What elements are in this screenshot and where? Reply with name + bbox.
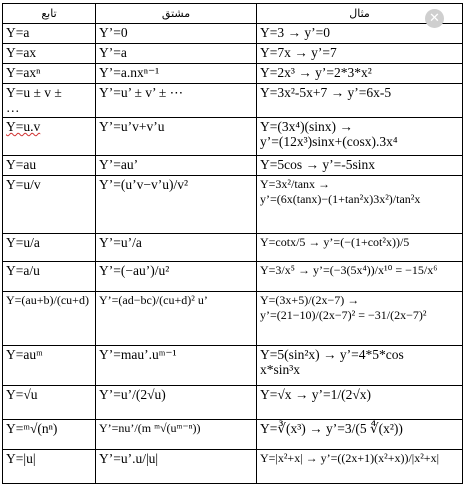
derivative-cell — [96, 420, 257, 450]
derivatives-table — [2, 3, 463, 484]
derivative-cell — [96, 84, 257, 118]
function-cell — [3, 292, 96, 346]
cell-line: Y’=(ad−bc)/(cu+d)² u’ — [99, 293, 208, 307]
derivative-cell — [96, 156, 257, 176]
cell-line: Y=cotx/5 → y’=(−(1+cot²x))/5 — [260, 235, 410, 249]
function-cell — [3, 44, 96, 64]
cell-line: Y=u/v — [6, 177, 41, 192]
header-example: مثال — [257, 4, 463, 24]
cell-line: Y’=u’/(2√u) — [99, 387, 166, 402]
cell-line: Y=3/x⁵ → y’=(−3(5x⁴))/x¹⁰ = −15/x⁶ — [260, 263, 438, 277]
derivative-cell — [96, 292, 257, 346]
table-row — [3, 234, 463, 262]
derivative-cell — [96, 24, 257, 44]
function-cell — [3, 176, 96, 234]
cell-line: Y=u.v — [6, 119, 41, 134]
table-row — [3, 84, 463, 118]
function-cell — [3, 420, 96, 450]
example-cell — [257, 420, 463, 450]
table-row — [3, 118, 463, 156]
cell-line: y’=(21−10)/(2x−7)² = −31/(2x−7)² — [260, 308, 427, 322]
cell-line: Y=|x²+x| → y’=((2x+1)(x²+x))/|x²+x| — [260, 451, 439, 465]
cell-line: Y’=u’ ± v’ ± ⋯ — [99, 85, 184, 100]
cell-line: Y=(au+b)/(cu+d) — [6, 293, 89, 307]
example-cell — [257, 262, 463, 292]
table-row — [3, 420, 463, 450]
cell-line: Y’=0 — [99, 25, 128, 40]
example-cell — [257, 84, 463, 118]
cell-line: Y’=u’/a — [99, 235, 142, 250]
cell-line: Y’=au’ — [99, 157, 139, 172]
cell-line: Y=√u — [6, 387, 38, 402]
table-row — [3, 450, 463, 484]
example-cell — [257, 450, 463, 484]
cell-line: Y=3x²-5x+7 → y’=6x-5 — [260, 85, 392, 100]
cell-line: Y=5cos → y’=-5sinx — [260, 157, 375, 172]
cell-line: Y=(3x⁴)(sinx) → — [260, 119, 353, 134]
cell-line: Y=ᵐ√(nⁿ) — [6, 421, 58, 436]
cell-line: Y=7x → y’=7 — [260, 45, 337, 60]
function-cell — [3, 156, 96, 176]
table-row — [3, 386, 463, 420]
cell-line: Y=3 → y’=0 — [260, 25, 330, 40]
cell-line: Y=auᵐ — [6, 347, 43, 362]
example-cell — [257, 386, 463, 420]
derivative-cell — [96, 44, 257, 64]
cell-line: y’=(6x(tanx)−(1+tan²x)3x²)/tan²x — [260, 192, 421, 206]
cell-line: Y=a/u — [6, 263, 40, 278]
function-cell — [3, 262, 96, 292]
function-cell — [3, 234, 96, 262]
example-cell — [257, 176, 463, 234]
derivative-cell — [96, 386, 257, 420]
function-cell — [3, 24, 96, 44]
cell-line: Y=3x²/tanx → — [260, 177, 331, 191]
close-icon[interactable]: ✕ — [425, 9, 444, 28]
derivative-cell — [96, 176, 257, 234]
table-row — [3, 156, 463, 176]
cell-line: Y=a — [6, 25, 30, 40]
function-cell — [3, 118, 96, 156]
table-row — [3, 176, 463, 234]
cell-line: Y=2x³ → y’=2*3*x² — [260, 65, 372, 80]
cell-line: Y=axⁿ — [6, 65, 41, 80]
header-row — [3, 4, 463, 24]
header-function: تابع — [3, 4, 96, 24]
cell-line: Y=ax — [6, 45, 37, 60]
cell-line: Y’=(u’v−v’u)/v² — [99, 177, 189, 192]
cell-line: Y’=nu’/(m ᵐ√(uᵐ⁻ⁿ)) — [99, 421, 201, 435]
derivative-cell — [96, 64, 257, 84]
cell-line: Y’=mau’.uᵐ⁻¹ — [99, 347, 177, 362]
cell-line: … — [6, 100, 20, 115]
cell-line: Y’=a.nxⁿ⁻¹ — [99, 65, 160, 80]
table-row — [3, 64, 463, 84]
example-cell — [257, 156, 463, 176]
table-row — [3, 262, 463, 292]
table-row — [3, 346, 463, 386]
cell-line: x*sin³x — [260, 362, 301, 377]
table-row — [3, 44, 463, 64]
derivative-cell — [96, 234, 257, 262]
example-cell — [257, 118, 463, 156]
example-cell — [257, 346, 463, 386]
function-cell — [3, 450, 96, 484]
cell-line: Y=u/a — [6, 235, 40, 250]
function-cell — [3, 386, 96, 420]
cell-line: Y=|u| — [6, 451, 36, 466]
cell-line: Y’=a — [99, 45, 127, 60]
cell-line: Y=(3x+5)/(2x−7) → — [260, 293, 360, 307]
example-cell — [257, 44, 463, 64]
cell-line: Y=√x → y’=1/(2√x) — [260, 387, 372, 402]
cell-line: y’=(12x³)sinx+(cosx).3x⁴ — [260, 134, 398, 149]
cell-line: Y=u ± v ± — [6, 85, 62, 100]
header-derivative: مشتق — [96, 4, 257, 24]
cell-line: Y=5(sin²x) → y’=4*5*cos — [260, 347, 404, 362]
derivative-cell — [96, 346, 257, 386]
function-cell — [3, 64, 96, 84]
function-cell — [3, 84, 96, 118]
example-cell — [257, 234, 463, 262]
table-row — [3, 24, 463, 44]
example-cell — [257, 292, 463, 346]
cell-line: Y=∛(x³) → y’=3/(5 ∜(x²)) — [260, 421, 403, 436]
table-row — [3, 292, 463, 346]
derivative-cell — [96, 262, 257, 292]
cell-line: Y’=u’v+v’u — [99, 119, 165, 134]
cell-line: Y’=(−au’)/u² — [99, 263, 170, 278]
derivative-cell — [96, 450, 257, 484]
derivative-cell — [96, 118, 257, 156]
cell-line: Y=au — [6, 157, 37, 172]
function-cell — [3, 346, 96, 386]
cell-line: Y’=u’.u/|u| — [99, 451, 159, 466]
example-cell — [257, 64, 463, 84]
